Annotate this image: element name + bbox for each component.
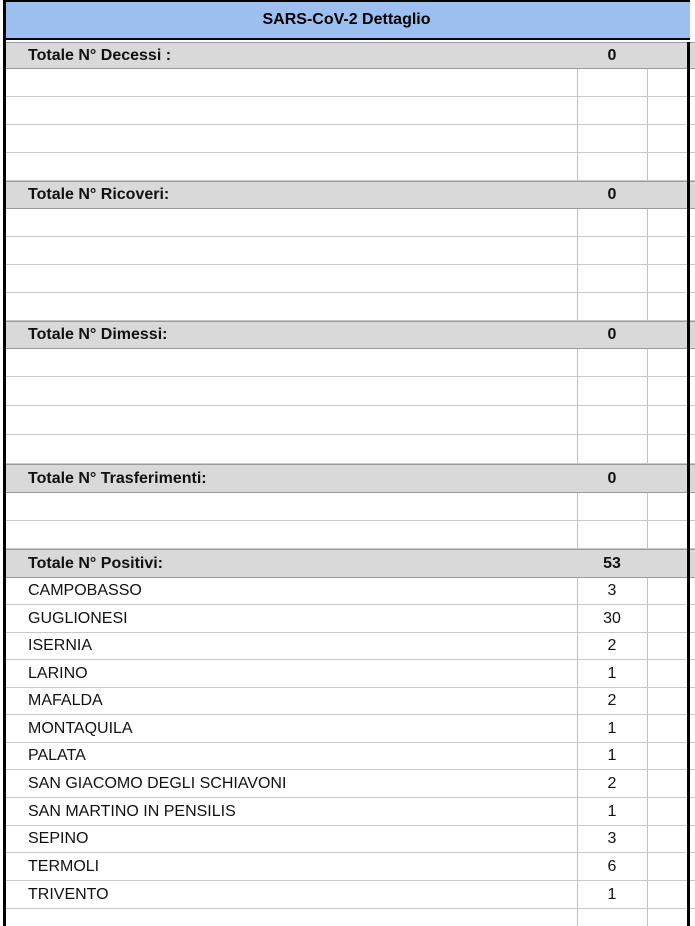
section-label: Totale N° Dimessi: bbox=[28, 326, 168, 343]
table-row bbox=[6, 715, 695, 743]
section-trasferimenti bbox=[6, 464, 695, 493]
section-positivi bbox=[6, 549, 695, 578]
section-value: 0 bbox=[607, 186, 617, 203]
section-value: 0 bbox=[607, 46, 617, 64]
section-decessi bbox=[6, 42, 695, 69]
comune-count: 30 bbox=[603, 609, 621, 627]
table-left-border bbox=[3, 0, 6, 926]
comune-count: 3 bbox=[607, 830, 617, 847]
empty-row bbox=[6, 493, 695, 521]
empty-row bbox=[6, 265, 695, 293]
table-row bbox=[6, 770, 695, 798]
comune-count: 6 bbox=[607, 857, 617, 875]
section-label: Totale N° Trasferimenti: bbox=[28, 469, 207, 487]
empty-row bbox=[6, 521, 695, 549]
section-value: 0 bbox=[607, 469, 617, 487]
empty-row bbox=[6, 293, 695, 321]
section-label: Totale N° Ricoveri: bbox=[28, 186, 170, 203]
empty-row bbox=[6, 209, 695, 237]
comune-name: SAN GIACOMO DEGLI SCHIAVONI bbox=[28, 774, 287, 792]
comune-name: MAFALDA bbox=[28, 692, 103, 709]
comune-count: 1 bbox=[607, 885, 617, 903]
table-right-border bbox=[687, 42, 690, 926]
section-label: Totale N° Decessi : bbox=[28, 46, 172, 64]
empty-row bbox=[6, 349, 695, 377]
comune-name: GUGLIONESI bbox=[28, 609, 128, 627]
comune-name: CAMPOBASSO bbox=[28, 582, 142, 599]
table-row bbox=[6, 660, 695, 688]
section-ricoveri bbox=[6, 181, 695, 209]
empty-row bbox=[6, 377, 695, 406]
section-label: Totale N° Positivi: bbox=[28, 554, 164, 572]
section-value: 0 bbox=[607, 326, 617, 343]
table-row bbox=[6, 633, 695, 660]
comune-name: PALATA bbox=[28, 747, 86, 764]
table-row bbox=[6, 578, 695, 605]
table-row bbox=[6, 826, 695, 853]
comune-name: TRIVENTO bbox=[28, 885, 109, 903]
comune-count: 1 bbox=[607, 802, 617, 820]
comune-name: LARINO bbox=[28, 664, 88, 682]
comune-name: MONTAQUILA bbox=[28, 719, 133, 737]
section-dimessi bbox=[6, 321, 695, 349]
comune-count: 2 bbox=[607, 692, 617, 709]
comune-name: TERMOLI bbox=[28, 857, 100, 875]
table-row bbox=[6, 605, 695, 633]
empty-row bbox=[6, 69, 695, 97]
empty-row bbox=[6, 97, 695, 125]
empty-row bbox=[6, 237, 695, 265]
comune-count: 1 bbox=[607, 664, 617, 682]
comune-count: 2 bbox=[607, 637, 617, 654]
empty-row bbox=[6, 153, 695, 181]
empty-row bbox=[6, 406, 695, 435]
comune-count: 1 bbox=[607, 719, 617, 737]
table-row bbox=[6, 881, 695, 909]
comune-count: 3 bbox=[607, 582, 617, 599]
comune-name: SAN MARTINO IN PENSILIS bbox=[28, 802, 236, 820]
table-row bbox=[6, 798, 695, 826]
table-title: SARS-CoV-2 Dettaglio bbox=[3, 0, 690, 40]
table-row bbox=[6, 688, 695, 715]
comune-name: ISERNIA bbox=[28, 637, 93, 654]
comune-count: 1 bbox=[607, 747, 617, 764]
empty-row bbox=[6, 125, 695, 153]
empty-row bbox=[6, 435, 695, 464]
comune-count: 2 bbox=[607, 774, 617, 792]
comune-name: SEPINO bbox=[28, 830, 89, 847]
table-row bbox=[6, 853, 695, 881]
section-value: 53 bbox=[603, 554, 621, 572]
table-row bbox=[6, 743, 695, 770]
